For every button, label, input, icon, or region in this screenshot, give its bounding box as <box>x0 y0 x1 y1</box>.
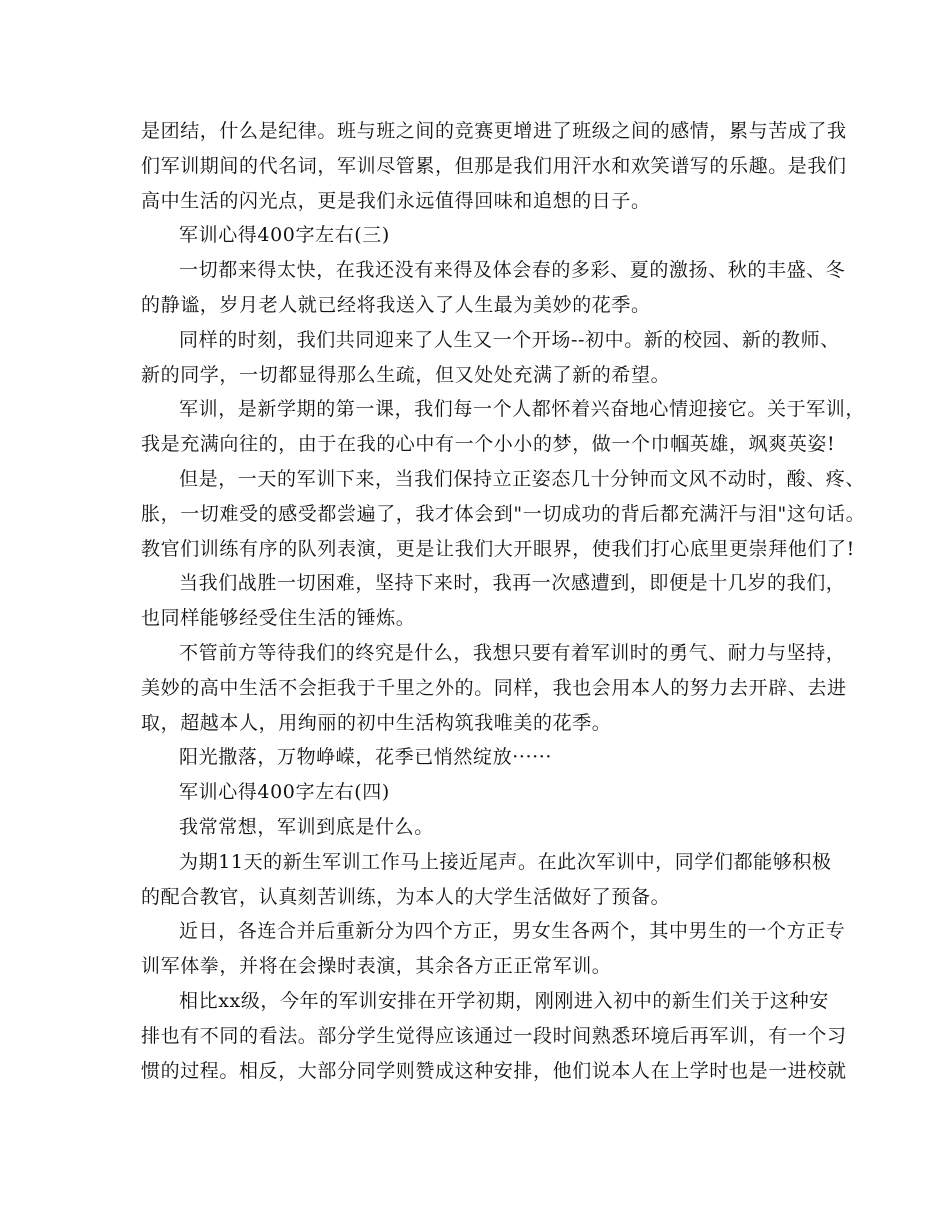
text-line-18: 取，超越本人，用绚丽的初中生活构筑我唯美的花季。 <box>141 711 612 734</box>
text-line-14: 当我们战胜一切困难，坚持下来时，我再一次感遭到，即便是十几岁的我们， <box>179 572 846 595</box>
text-line-11: 但是，一天的军训下来，当我们保持立正姿态几十分钟而文风不动时，酸、疼、 <box>179 467 866 490</box>
text-line-2: 们军训期间的代名词，军训尽管累，但那是我们用汗水和欢笑谱写的乐趣。是我们 <box>141 154 847 177</box>
text-line-26: 相比xx级，今年的军训安排在开学初期，刚刚进入初中的新生们关于这种安 <box>179 989 829 1012</box>
document-page <box>141 114 866 1088</box>
text-line-19: 阳光撒落，万物峥嵘，花季已悄然绽放······ <box>179 746 553 769</box>
text-line-17: 美妙的高中生活不会拒我于千里之外的。同样，我也会用本人的努力去开辟、去进 <box>141 676 847 699</box>
text-line-7: 同样的时刻，我们共同迎来了人生又一个开场--初中。新的校园、新的教师、 <box>179 328 840 351</box>
text-line-6: 的静谧，岁月老人就已经将我送入了人生最为美妙的花季。 <box>141 293 651 316</box>
text-line-1: 是团结，什么是纪律。班与班之间的竞赛更增进了班级之间的感情，累与苦成了我 <box>141 120 847 142</box>
text-line-24: 近日，各连合并后重新分为四个方正，男女生各两个，其中男生的一个方正专 <box>179 920 846 943</box>
text-line-12: 胀，一切难受的感受都尝遍了，我才体会到"一切成功的背后都充满汗与泪"这句话。 <box>141 502 866 525</box>
text-line-23: 的配合教官，认真刻苦训练，为本人的大学生活做好了预备。 <box>141 885 671 908</box>
text-line-22: 为期11天的新生军训工作马上接近尾声。在此次军训中，同学们都能够积极 <box>179 850 832 873</box>
text-line-27: 排也有不同的看法。部分学生觉得应该通过一段时间熟悉环境后再军训，有一个习 <box>141 1024 847 1047</box>
text-line-16: 不管前方等待我们的终究是什么，我想只要有着军训时的勇气、耐力与坚持， <box>179 641 846 664</box>
text-line-21: 我常常想，军训到底是什么。 <box>179 815 434 838</box>
text-line-3: 高中生活的闪光点，更是我们永远值得回味和追想的日子。 <box>141 189 651 212</box>
section-heading-3: 军训心得400字左右(三) <box>179 224 390 247</box>
text-line-10: 我是充满向往的，由于在我的心中有一个小小的梦，做一个巾帼英雄，飒爽英姿! <box>141 433 836 456</box>
text-line-9: 军训，是新学期的第一课，我们每一个人都怀着兴奋地心情迎接它。关于军训， <box>179 398 866 421</box>
text-line-25: 训军体拳，并将在会操时表演，其余各方正正常军训。 <box>141 955 612 978</box>
text-line-13: 教官们训练有序的队列表演，更是让我们大开眼界，使我们打心底里更崇拜他们了! <box>141 537 855 560</box>
text-line-28: 惯的过程。相反，大部分同学则赞成这种安排，他们说本人在上学时也是一进校就 <box>141 1059 847 1082</box>
text-line-8: 新的同学，一切都显得那么生疏，但又处处充满了新的希望。 <box>141 363 671 386</box>
text-line-5: 一切都来得太快，在我还没有来得及体会春的多彩、夏的激扬、秋的丰盛、冬 <box>179 259 846 282</box>
section-heading-4: 军训心得400字左右(四) <box>179 781 390 804</box>
text-line-15: 也同样能够经受住生活的锤炼。 <box>141 607 416 630</box>
